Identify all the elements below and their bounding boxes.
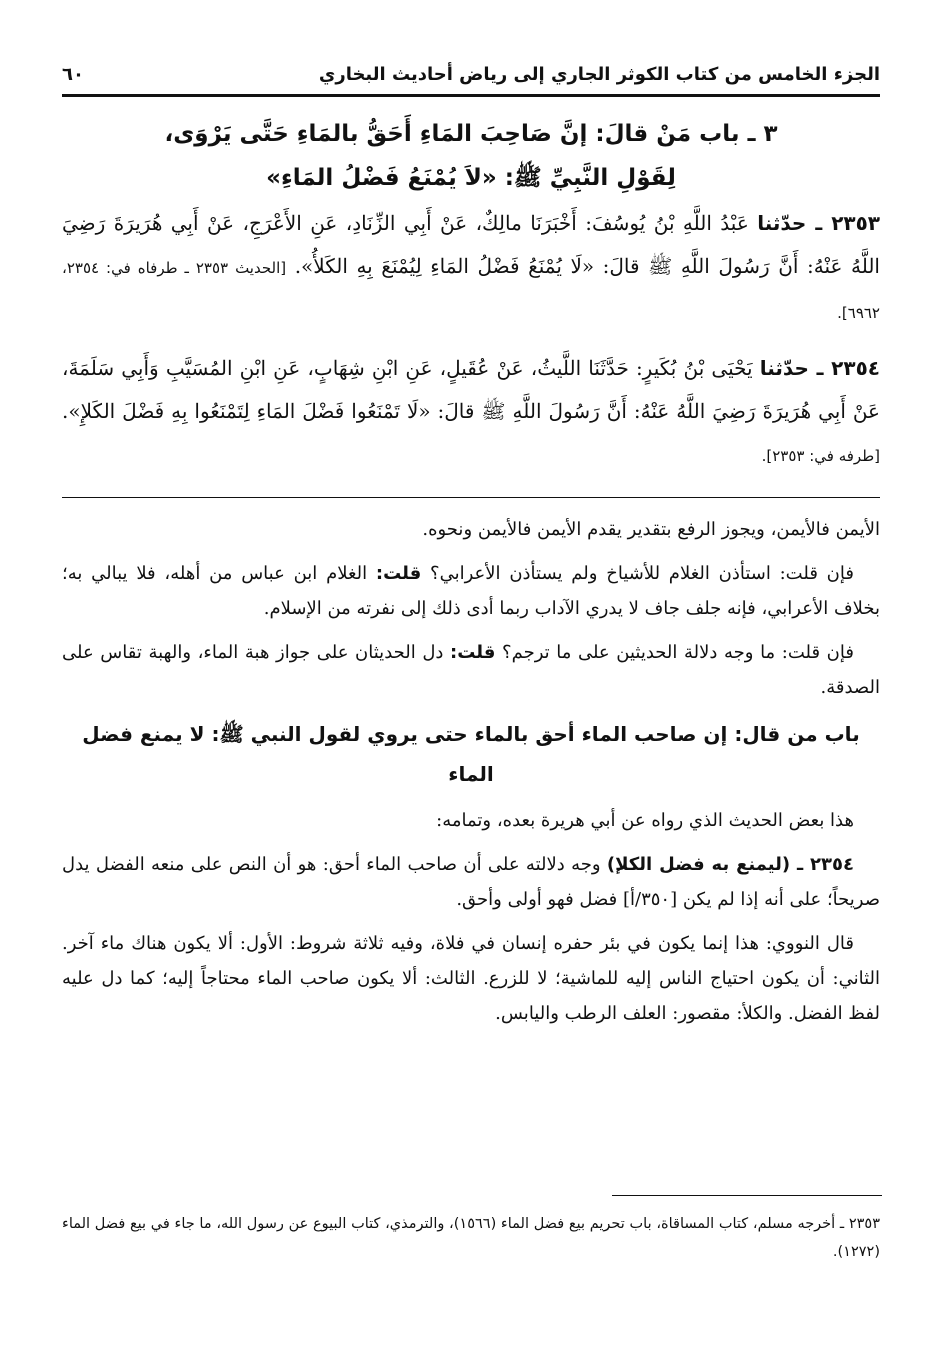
answer-text: دل الحديثان على جواز هبة الماء، والهبة تقاس على الصدقة. [62,642,880,698]
lemma: ٢٣٥٤ ـ (ليمنع به فضل الكلإ) [606,854,854,875]
hadith-number: ٢٣٥٤ ـ حدّثنا [759,356,880,380]
hadith-reference: [طرفه في: ٢٣٥٣]. [761,447,880,465]
footnote-rule [612,1195,882,1196]
hadith-number: ٢٣٥٣ ـ حدّثنا [757,211,881,235]
footnote [62,1210,880,1266]
running-header [62,58,880,90]
hadith-2354 [62,347,880,478]
commentary-paragraph [62,635,880,705]
running-title: الجزء الخامس من كتاب الكوثر الجاري إلى رياض أحاديث البخاري [318,63,880,85]
chapter-heading-line-2: لِقَوْلِ النَّبِيِّ ﷺ: «لاَ يُمْنَعُ فَضْلُ المَاءِ» [266,165,676,191]
question-text: فإن قلت: استأذن الغلام للأشياخ ولم يستأذن الأعرابي؟ [430,563,854,584]
commentary-paragraph: قال النووي: هذا إنما يكون في بئر حفره إنسان في فلاة، وفيه ثلاثة شروط: الأول: ألا يكون هناك ماء آخر. الثاني: أن يكون احتياج الناس إليه للماشية؛ لا للزرع. الثالث: ألا يكون صاحب الماء محتاجاً إليه؛ كما دل عليه لفظ الفضل. والكلأ: مقصور: العلف الرطب واليابس. [62,933,880,1024]
text-commentary-divider [62,497,880,498]
commentary-paragraph: هذا بعض الحديث الذي رواه عن أبي هريرة بعده، وتمامه: [436,810,854,831]
hadith-2353 [62,202,880,335]
answer-label: قلت: [375,563,422,584]
commentary-paragraph [62,556,880,626]
chapter-heading-line-1: ٣ ـ باب مَنْ قالَ: إنَّ صَاحِبَ المَاءِ أَحَقُّ بالمَاءِ حَتَّى يَرْوَى، [164,121,778,147]
commentary [62,512,880,1040]
chapter-heading [62,112,880,200]
hadith-text: عَبْدُ اللَّهِ بْنُ يُوسُفَ: أَخْبَرَنَا مالِكٌ، عَنْ أَبِي الزِّنَادِ، عَنِ الأَعْرَجِ، عَنْ أَبِي هُرَيرَةَ رَضِيَ اللَّهُ عَنْهُ: أَنَّ رَسُولَ اللَّهِ ﷺ قالَ: «لَا يُمْنَعُ فَضْلُ المَاءِ لِيُمْنَعَ بِهِ الكَلأُ». [62,211,880,278]
commentary-paragraph: الأيمن فالأيمن، ويجوز الرفع بتقدير يقدم الأيمن فالأيمن ونحوه. [422,519,880,540]
hadith-reference: [الحديث ٢٣٥٣ ـ طرفاه في: ٢٣٥٤، ٦٩٦٢]. [62,259,880,322]
question-text: فإن قلت: ما وجه دلالة الحديثين على ما ترجم؟ [502,642,854,663]
footnote-text: ٢٣٥٣ ـ أخرجه مسلم، كتاب المساقاة، باب تحريم بيع فضل الماء (١٥٦٦)، والترمذي، كتاب البيوع عن رسول الله، ما جاء في بيع فضل الماء (١٢٧٢). [62,1216,880,1260]
hadith-text: يَحْيَى بْنُ بُكَيرٍ: حَدَّثَنَا اللَّيثُ، عَنْ عُقَيلٍ، عَنِ ابْنِ شِهَابٍ، عَنِ ابْنِ المُسَيَّبِ وَأَبِي سَلَمَةَ، عَنْ أَبِي هُرَيرَةَ رَضِيَ اللَّهُ عَنْهُ: أَنَّ رَسُولَ اللَّهِ ﷺ قالَ: «لَا تَمْنَعُوا فَضْلَ المَاءِ لِتَمْنَعُوا بِهِ فَضْلَ الكَلإِ». [62,356,880,423]
commentary-paragraph [62,847,880,917]
answer-label: قلت: [450,642,496,663]
page-number: ٦٠ [62,63,84,85]
header-rule [62,94,880,97]
lemma-explanation: وجه دلالته على أن صاحب الماء أحق: هو أن النص على منعه الفضل يدل صريحاً؛ على أنه إذا لم يكن [٣٥٠/أ] فضل فهو أولى وأحق. [62,854,880,910]
commentary-subheading: باب من قال: إن صاحب الماء أحق بالماء حتى يروي لقول النبي ﷺ: لا يمنع فضل الماء [82,722,860,786]
answer-text: الغلام ابن عباس من أهله، فلا يبالي به؛ بخلاف الأعرابي، فإنه جلف جاف لا يدري الآداب ربما أدى ذلك إلى نفرته من الإسلام. [62,563,880,619]
